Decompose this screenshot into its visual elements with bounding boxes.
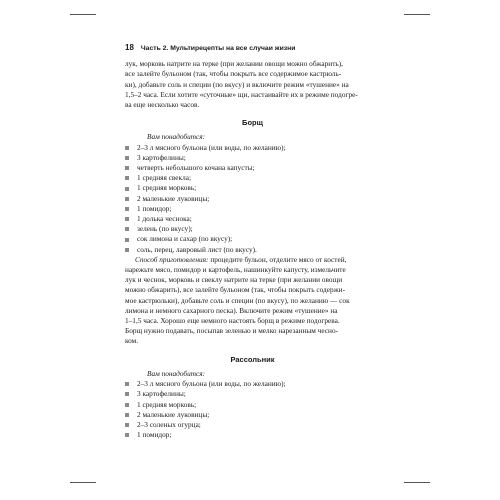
ingredient-text: зелень (по вкусу); (137, 224, 193, 234)
ingredient-item (125, 410, 380, 420)
ingredient-item (125, 224, 380, 234)
text-line: нарежьте мясо, помидор и картофель, нашинкуйте капусту, измельчите (125, 265, 346, 275)
crop-mark (404, 482, 430, 483)
square-bullet-icon (125, 227, 129, 231)
ingredient-item (125, 234, 380, 244)
text-line: 1,5–2 часа. Если хотите «суточные» щи, настаивайте их в режиме подогре- (125, 89, 358, 99)
book-page (125, 43, 380, 440)
text-line: ком. (125, 336, 139, 346)
ingredient-text: 1 долька чеснока; (137, 214, 192, 224)
ingredient-list (125, 379, 380, 440)
running-header (125, 43, 380, 54)
ingredient-item (125, 143, 380, 153)
text-line: лук, морковь натрите на терке (при желании овощи можно обжарить), (125, 59, 343, 69)
page-number: 18 (125, 43, 134, 52)
ingredient-text: 3 картофелины; (137, 152, 186, 162)
running-title: Часть 2. Мультирецепты на все случаи жизни (140, 45, 296, 52)
ingredient-text: 1 средняя морковь; (137, 399, 197, 409)
ingredient-text: 1 средняя свекла; (137, 173, 191, 183)
ingredient-text: четверть небольшого кочана капусты; (137, 163, 255, 173)
text-line: мое кастрюльки), добавьте соль и специи (по вкусу), по желанию — сок (125, 295, 350, 305)
text-line: лимона и немного сахарного песка). Включите режим «тушение» на (125, 305, 338, 315)
square-bullet-icon (125, 382, 129, 386)
crop-mark (404, 14, 430, 15)
ingredient-item (125, 183, 380, 193)
ingredient-item (125, 379, 380, 389)
ingredient-text: соль, перец, лавровый лист (по вкусу). (137, 244, 257, 254)
ingredient-item (125, 153, 380, 163)
ingredient-item (125, 204, 380, 214)
ingredient-text: 1 средняя морковь; (137, 183, 197, 193)
ingredient-item (125, 245, 380, 255)
text-line: ки), добавьте соль и специи (по вкусу) и включите режим «тушение» на (125, 79, 349, 89)
ingredients-label: Вам понадобится: (147, 368, 206, 378)
square-bullet-icon (125, 238, 129, 242)
ingredient-item (125, 420, 380, 430)
text-line: ва еще несколько часов. (125, 100, 200, 110)
ingredient-text: 2–3 л мясного бульона (или воды, по желанию); (137, 142, 286, 152)
square-bullet-icon (125, 146, 129, 150)
ingredient-text: 2 маленькие луковицы; (137, 193, 210, 203)
square-bullet-icon (125, 433, 129, 437)
ingredient-item (125, 163, 380, 173)
square-bullet-icon (125, 187, 129, 191)
square-bullet-icon (125, 197, 129, 201)
method-paragraph (125, 255, 380, 347)
square-bullet-icon (125, 423, 129, 427)
method-label: Способ приготовления: (135, 254, 209, 264)
square-bullet-icon (125, 248, 129, 252)
square-bullet-icon (125, 217, 129, 221)
ingredient-item (125, 430, 380, 440)
ingredient-text: сок лимона и сахар (по вкусу); (137, 234, 233, 244)
ingredient-item (125, 389, 380, 399)
square-bullet-icon (125, 207, 129, 211)
recipe-title-borsch: Борщ (242, 118, 263, 128)
square-bullet-icon (125, 166, 129, 170)
ingredient-item (125, 400, 380, 410)
text-line: Борщ нужно подавать, посыпав зеленью и мелко нарезанным чесно- (125, 326, 339, 336)
ingredient-text: 1 помидор; (137, 430, 172, 440)
ingredient-item (125, 173, 380, 183)
ingredient-text: 3 картофелины; (137, 389, 186, 399)
text-line: лук и чеснок, морковь и свеклу натрите на терке (при желании овощи (125, 275, 343, 285)
ingredient-item (125, 194, 380, 204)
intro-paragraph (125, 59, 380, 110)
square-bullet-icon (125, 156, 129, 160)
square-bullet-icon (125, 392, 129, 396)
ingredients-label: Вам понадобится: (147, 132, 206, 142)
square-bullet-icon (125, 413, 129, 417)
square-bullet-icon (125, 176, 129, 180)
ingredient-list (125, 143, 380, 255)
crop-mark (70, 482, 96, 483)
square-bullet-icon (125, 403, 129, 407)
text-line: можно обжарить), все залейте бульоном (так, чтобы покрыть содержи- (125, 285, 345, 295)
ingredient-text: 2–3 соленых огурца; (137, 419, 201, 429)
text-line: все залейте бульоном (так, чтобы покрыть все содержимое кастрюль- (125, 69, 342, 79)
text-line: процедите бульон, отделите мясо от костей, (208, 254, 347, 264)
ingredient-item (125, 214, 380, 224)
ingredient-text: 1 помидор; (137, 203, 172, 213)
recipe-title-rassolnik: Рассольник (230, 354, 275, 364)
ingredient-text: 2–3 л мясного бульона (или воды, по желанию); (137, 379, 286, 389)
ingredient-text: 2 маленькие луковицы; (137, 409, 210, 419)
crop-mark (70, 14, 96, 15)
text-line: 1–1,5 часа. Хорошо еще немного настоять борщ в режиме подогрева. (125, 316, 340, 326)
